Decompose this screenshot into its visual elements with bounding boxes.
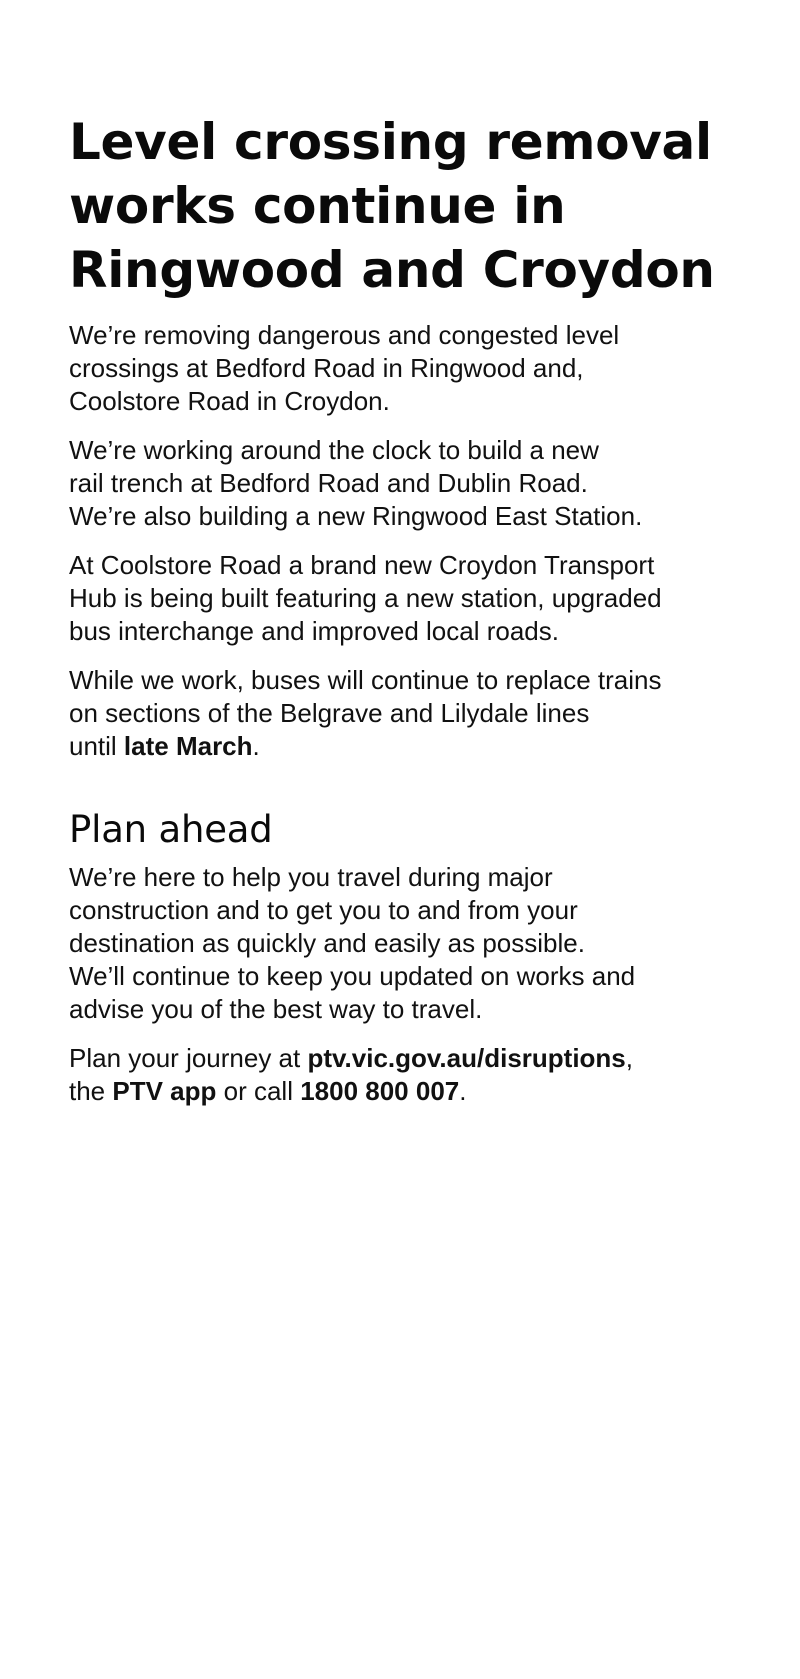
plan-journey-paragraph bbox=[69, 1042, 769, 1108]
text-line: construction and to get you to and from your bbox=[69, 895, 578, 925]
section-heading-plan-ahead: Plan ahead bbox=[69, 808, 273, 851]
text-line: advise you of the best way to travel. bbox=[69, 994, 483, 1024]
text-line: Hub is being built featuring a new station, upgraded bbox=[69, 583, 662, 613]
text-line bbox=[69, 1075, 769, 1108]
text-fragment: until bbox=[69, 731, 124, 761]
text-line: rail trench at Bedford Road and Dublin Road. bbox=[69, 468, 588, 498]
text-line: While we work, buses will continue to replace trains bbox=[69, 665, 662, 695]
phone-number: 1800 800 007 bbox=[300, 1076, 460, 1106]
text-fragment: . bbox=[459, 1076, 467, 1106]
page-title bbox=[69, 110, 769, 302]
date-highlight: late March bbox=[123, 731, 253, 761]
text-line: crossings at Bedford Road in Ringwood and, bbox=[69, 353, 584, 383]
text-line: bus interchange and improved local roads. bbox=[69, 616, 559, 646]
text-fragment: the bbox=[69, 1076, 113, 1106]
title-line: Level crossing removal bbox=[69, 113, 712, 171]
text-line: At Coolstore Road a brand new Croydon Transport bbox=[69, 550, 655, 580]
text-line: destination as quickly and easily as possible. bbox=[69, 928, 585, 958]
text-fragment: Plan your journey at bbox=[69, 1043, 308, 1073]
title-line: works continue in bbox=[69, 177, 566, 235]
text-line: We’ll continue to keep you updated on works and bbox=[69, 961, 636, 991]
text-line bbox=[69, 730, 769, 763]
text-fragment: . bbox=[252, 731, 260, 761]
disruptions-link: ptv.vic.gov.au/disruptions bbox=[307, 1043, 626, 1073]
intro-paragraph-trench bbox=[69, 434, 769, 533]
text-line: We’re removing dangerous and congested level bbox=[69, 320, 620, 350]
text-line bbox=[69, 1042, 769, 1075]
ptv-app-label: PTV app bbox=[112, 1076, 217, 1106]
document-page bbox=[69, 110, 769, 1108]
text-line: We’re here to help you travel during major bbox=[69, 862, 553, 892]
intro-paragraph-croydon-hub bbox=[69, 549, 769, 648]
title-line: Ringwood and Croydon bbox=[69, 241, 715, 299]
text-line: on sections of the Belgrave and Lilydale lines bbox=[69, 698, 590, 728]
plan-ahead-paragraph bbox=[69, 861, 769, 1026]
text-line: We’re also building a new Ringwood East Station. bbox=[69, 501, 643, 531]
text-line: Coolstore Road in Croydon. bbox=[69, 386, 390, 416]
text-fragment: , bbox=[625, 1043, 633, 1073]
text-line: We’re working around the clock to build a new bbox=[69, 435, 599, 465]
intro-paragraph-buses bbox=[69, 664, 769, 763]
intro-paragraph-removal bbox=[69, 319, 769, 418]
text-fragment: or call bbox=[216, 1076, 301, 1106]
